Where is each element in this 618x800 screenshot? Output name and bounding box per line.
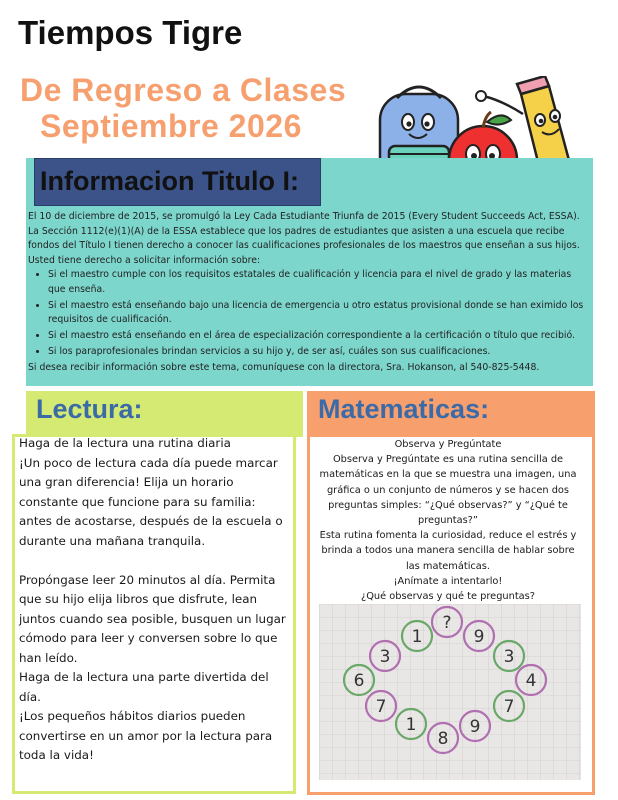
title1-bullet: • Si los paraprofesionales brindan servicios a su hijo y, de ser así, cuáles son sus cualificaciones. <box>48 345 588 360</box>
number-circle-label: 6 <box>353 671 365 691</box>
number-circle-label: 3 <box>379 647 391 667</box>
lectura-paragraph: Propóngase leer 20 minutos al día. Permita que su hijo elija libros que disfrute, lean juntos cuando sea posible, busquen un lugar cómodo para leer y conversen sobre lo que han leído. <box>19 572 286 665</box>
lectura-body <box>19 434 289 766</box>
matematicas-paragraph: Observa y Pregúntate es una rutina sencilla de matemáticas en la que se muestra una imagen, una gráfica o un conjunto de números y se hacen dos preguntas simples: “¿Qué observas?” y “¿Qué te preguntas?” <box>319 454 577 527</box>
lectura-paragraph: ¡Un poco de lectura cada día puede marcar una gran diferencia! Elija un horario constante que funcione para su familia: antes de acostarse, después de la escuela o durante una mañana tranquila. <box>19 455 283 548</box>
headline-line-1: De Regreso a Clases <box>20 72 347 108</box>
matematicas-subtitle: Observa y Pregúntate <box>394 439 502 450</box>
lectura-heading: Lectura: <box>36 394 143 424</box>
lectura-paragraph: Haga de la lectura una rutina diaria <box>19 436 231 450</box>
number-circle-label: 4 <box>525 671 537 691</box>
number-circle-label: 7 <box>375 697 387 717</box>
number-circle-label: 1 <box>411 627 423 647</box>
number-circle-label: 9 <box>473 627 485 647</box>
title1-heading: Informacion Titulo I: <box>40 166 299 196</box>
title1-body <box>28 210 588 375</box>
number-circle-label: 7 <box>503 697 515 717</box>
number-circles-photo <box>319 604 581 780</box>
title1-bullet: • Si el maestro está enseñando bajo una licencia de emergencia u otro estatus provisional donde se han eximido los requisitos de cualificación. <box>48 299 588 328</box>
title1-bullet: • Si el maestro está enseñando en el área de especialización correspondiente a la certificación o título que recibió. <box>48 329 588 344</box>
number-circle-label: 9 <box>469 717 481 737</box>
number-circle-label: 8 <box>437 729 449 749</box>
matematicas-paragraph: Esta rutina fomenta la curiosidad, reduce el estrés y brinda a todos una manera sencilla de hablar sobre las matemáticas. <box>319 530 577 572</box>
title1-request: Usted tiene derecho a solicitar información sobre: <box>28 254 261 266</box>
matematicas-body <box>313 437 583 604</box>
number-circle-label: ? <box>442 613 452 633</box>
headline-line-2: Septiembre 2026 <box>40 108 302 144</box>
spacer <box>19 551 289 571</box>
title1-bullet: • Si el maestro cumple con los requisitos estatales de cualificación y licencia para el nivel de grado y las materias que enseña. <box>48 268 588 297</box>
title1-bullet-list <box>28 268 588 359</box>
lectura-paragraph: Haga de la lectura una parte divertida del día. <box>19 670 269 704</box>
matematicas-question: ¿Qué observas y qué te preguntas? <box>361 591 535 603</box>
title1-intro: El 10 de diciembre de 2015, se promulgó la Ley Cada Estudiante Triunfa de 2015 (Every Student Succeeds Act, ESSA). La Sección 1112(e)(1)(A) de la ESSA establece que los padres de estudiantes que asisten a una escuela que recibe fondos del Título I tienen derecho a conocer las cualificaciones profesionales de los maestros que enseñan a sus hijos. <box>28 211 580 252</box>
newsletter-title: Tiempos Tigre <box>18 14 243 51</box>
lectura-paragraph: ¡Los pequeños hábitos diarios pueden convertirse en un amor por la lectura para toda la vida! <box>19 709 273 762</box>
number-circle-label: 1 <box>405 715 417 735</box>
matematicas-heading: Matematicas: <box>318 394 490 424</box>
title1-contact: Si desea recibir información sobre este tema, comuníquese con la directora, Sra. Hokanson, al 540-825-5448. <box>28 361 540 373</box>
matematicas-cheer: ¡Anímate a intentarlo! <box>393 575 503 587</box>
number-circle-label: 3 <box>503 647 515 667</box>
